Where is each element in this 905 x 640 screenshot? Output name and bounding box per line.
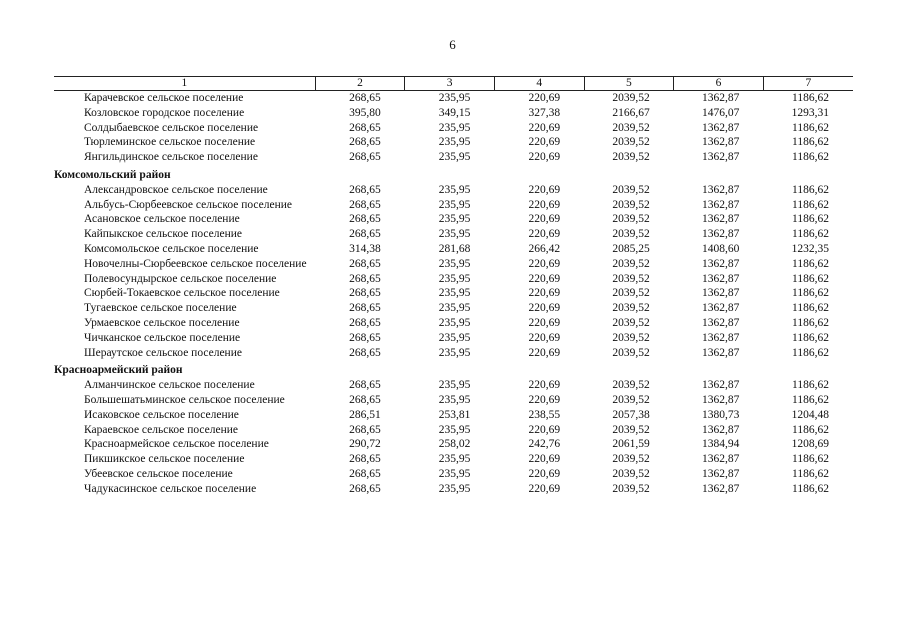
table-row	[54, 121, 853, 136]
value-cell-col-5: 2039,52	[612, 121, 650, 134]
page-number: 6	[449, 37, 456, 52]
settlement-name: Комсомольское сельское поселение	[84, 242, 259, 255]
value-cell-col-6: 1362,87	[701, 316, 740, 329]
value-cell-col-3: 281,68	[438, 242, 471, 255]
column-header-6: 6	[674, 77, 764, 91]
settlement-name: Александровское сельское поселение	[84, 183, 268, 196]
settlement-name: Тугаевское сельское поселение	[84, 302, 237, 315]
value-cell-col-3: 235,95	[438, 121, 471, 134]
value-cell-col-2: 268,65	[349, 151, 381, 164]
table-row	[54, 437, 853, 452]
value-cell-col-2: 268,65	[349, 316, 381, 329]
value-cell-col-5: 2039,52	[612, 228, 650, 241]
value-cell-col-2: 268,65	[349, 453, 381, 466]
settlement-name: Шераутское сельское поселение	[84, 346, 242, 359]
value-cell-col-7: 1186,62	[792, 228, 829, 241]
table-row	[54, 286, 853, 301]
value-cell-col-4: 220,69	[528, 287, 561, 300]
table-row	[54, 301, 853, 316]
value-cell-col-2: 268,65	[349, 136, 381, 149]
value-cell-col-5: 2039,52	[612, 257, 650, 270]
value-cell-col-7: 1186,62	[792, 198, 829, 211]
value-cell-col-5: 2039,52	[612, 423, 650, 436]
value-cell-col-7: 1186,62	[792, 92, 829, 104]
value-cell-col-7: 1186,62	[792, 287, 829, 300]
settlement-name: Янгильдинское сельское поселение	[84, 151, 258, 164]
value-cell-col-4: 266,42	[528, 242, 561, 255]
value-cell-col-4: 220,69	[528, 346, 561, 359]
district-row	[54, 363, 853, 378]
settlement-name: Карачевское сельское поселение	[84, 92, 244, 104]
value-cell-col-5: 2166,67	[612, 106, 650, 119]
value-cell-col-7: 1293,31	[791, 106, 829, 119]
column-header-1: 1	[54, 77, 315, 91]
value-cell-col-3: 235,95	[438, 316, 471, 329]
value-cell-col-6: 1362,87	[701, 121, 740, 134]
value-cell-col-4: 220,69	[528, 151, 561, 164]
column-header-5: 5	[584, 77, 674, 91]
value-cell-col-7: 1232,35	[791, 242, 829, 255]
value-cell-col-2: 268,65	[349, 272, 381, 285]
value-cell-col-5: 2039,52	[612, 183, 650, 196]
value-cell-col-5: 2039,52	[612, 482, 650, 495]
column-number-row	[54, 77, 853, 91]
settlement-name: Альбусь-Сюрбеевское сельское поселение	[84, 198, 292, 211]
value-cell-col-2: 268,65	[349, 183, 381, 196]
value-cell-col-7: 1208,69	[791, 438, 829, 451]
table-row	[54, 393, 853, 408]
settlement-name: Тюрлеминское сельское поселение	[84, 136, 256, 149]
value-cell-col-7: 1204,48	[791, 408, 829, 421]
value-cell-col-4: 220,69	[528, 257, 561, 270]
value-cell-col-5: 2039,52	[612, 272, 650, 285]
value-cell-col-4: 220,69	[528, 302, 561, 315]
value-cell-col-4: 220,69	[528, 379, 561, 392]
table-header	[54, 77, 853, 91]
value-cell-col-7: 1186,62	[792, 453, 829, 466]
table-row	[54, 423, 853, 438]
value-cell-col-2: 268,65	[349, 379, 381, 392]
value-cell-col-6: 1362,87	[701, 423, 740, 436]
settlement-name: Исаковское сельское поселение	[84, 408, 239, 421]
value-cell-col-2: 268,65	[349, 467, 381, 480]
value-cell-col-7: 1186,62	[792, 151, 829, 164]
district-title: Комсомольский район	[54, 168, 171, 181]
value-cell-col-4: 220,69	[528, 136, 561, 149]
value-cell-col-6: 1362,87	[701, 379, 740, 392]
value-cell-col-3: 235,95	[438, 272, 471, 285]
settlement-name: Урмаевское сельское поселение	[84, 316, 240, 329]
value-cell-col-4: 220,69	[528, 331, 561, 344]
value-cell-col-5: 2039,52	[612, 287, 650, 300]
column-header-3: 3	[405, 77, 495, 91]
settlement-name: Караевское сельское поселение	[84, 423, 239, 436]
value-cell-col-3: 235,95	[438, 92, 471, 104]
value-cell-col-3: 235,95	[438, 467, 471, 480]
value-cell-col-4: 220,69	[528, 272, 561, 285]
settlement-name: Большешатьминское сельское поселение	[84, 393, 285, 406]
settlement-name: Кайпыкское сельское поселение	[84, 228, 243, 241]
table-row	[54, 331, 853, 346]
value-cell-col-7: 1186,62	[792, 423, 829, 436]
value-cell-col-2: 268,65	[349, 92, 381, 104]
value-cell-col-3: 235,95	[438, 151, 471, 164]
value-cell-col-7: 1186,62	[792, 482, 829, 495]
value-cell-col-5: 2039,52	[612, 213, 650, 226]
value-cell-col-6: 1384,94	[701, 438, 740, 451]
table-row	[54, 316, 853, 331]
table-row	[54, 467, 853, 482]
value-cell-col-3: 258,02	[438, 438, 471, 451]
value-cell-col-5: 2039,52	[612, 302, 650, 315]
table-row	[54, 150, 853, 165]
tariff-table	[54, 76, 853, 497]
settlement-name: Алманчинское сельское поселение	[84, 379, 255, 392]
value-cell-col-6: 1362,87	[701, 257, 740, 270]
table-row	[54, 272, 853, 287]
table-row	[54, 346, 853, 361]
value-cell-col-2: 395,80	[349, 106, 381, 119]
value-cell-col-4: 220,69	[528, 393, 561, 406]
value-cell-col-3: 235,95	[438, 213, 471, 226]
table-row	[54, 452, 853, 467]
value-cell-col-6: 1362,87	[701, 302, 740, 315]
value-cell-col-2: 268,65	[349, 228, 381, 241]
table-row	[54, 227, 853, 242]
value-cell-col-4: 220,69	[528, 228, 561, 241]
value-cell-col-6: 1362,87	[701, 272, 740, 285]
table-row	[54, 482, 853, 497]
value-cell-col-2: 314,38	[349, 242, 381, 255]
settlement-name: Убеевское сельское поселение	[84, 467, 233, 480]
value-cell-col-3: 235,95	[438, 423, 471, 436]
value-cell-col-3: 235,95	[438, 302, 471, 315]
value-cell-col-6: 1476,07	[701, 106, 740, 119]
value-cell-col-7: 1186,62	[792, 213, 829, 226]
value-cell-col-4: 220,69	[528, 198, 561, 211]
value-cell-col-3: 235,95	[438, 136, 471, 149]
value-cell-col-3: 235,95	[438, 228, 471, 241]
table-row	[54, 408, 853, 423]
value-cell-col-5: 2039,52	[612, 151, 650, 164]
value-cell-col-6: 1362,87	[701, 467, 740, 480]
settlement-name: Чичканское сельское поселение	[84, 331, 241, 344]
table-row	[54, 378, 853, 393]
value-cell-col-5: 2039,52	[612, 331, 650, 344]
value-cell-col-5: 2085,25	[612, 242, 650, 255]
settlement-name: Красноармейское сельское поселение	[84, 438, 269, 451]
value-cell-col-5: 2057,38	[612, 408, 650, 421]
value-cell-col-6: 1362,87	[701, 183, 740, 196]
value-cell-col-5: 2039,52	[612, 467, 650, 480]
value-cell-col-3: 235,95	[438, 331, 471, 344]
value-cell-col-5: 2039,52	[612, 379, 650, 392]
value-cell-col-4: 327,38	[528, 106, 561, 119]
value-cell-col-3: 235,95	[438, 346, 471, 359]
value-cell-col-2: 268,65	[349, 423, 381, 436]
value-cell-col-4: 220,69	[528, 121, 561, 134]
settlement-name: Сюрбей-Токаевское сельское поселение	[84, 287, 280, 300]
value-cell-col-4: 220,69	[528, 92, 561, 104]
value-cell-col-2: 268,65	[349, 302, 381, 315]
value-cell-col-3: 235,95	[438, 198, 471, 211]
value-cell-col-3: 235,95	[438, 453, 471, 466]
value-cell-col-7: 1186,62	[792, 331, 829, 344]
value-cell-col-3: 235,95	[438, 287, 471, 300]
value-cell-col-2: 268,65	[349, 257, 381, 270]
value-cell-col-2: 268,65	[349, 331, 381, 344]
table-row	[54, 106, 853, 121]
value-cell-col-6: 1362,87	[701, 287, 740, 300]
value-cell-col-7: 1186,62	[792, 379, 829, 392]
value-cell-col-2: 268,65	[349, 213, 381, 226]
value-cell-col-3: 349,15	[438, 106, 471, 119]
value-cell-col-3: 235,95	[438, 379, 471, 392]
value-cell-col-3: 235,95	[438, 482, 471, 495]
value-cell-col-3: 253,81	[438, 408, 471, 421]
column-header-4: 4	[494, 77, 584, 91]
value-cell-col-6: 1380,73	[701, 408, 740, 421]
table-row	[54, 257, 853, 272]
value-cell-col-2: 268,65	[349, 482, 381, 495]
value-cell-col-2: 268,65	[349, 198, 381, 211]
value-cell-col-2: 268,65	[349, 393, 381, 406]
value-cell-col-4: 242,76	[528, 438, 561, 451]
value-cell-col-4: 220,69	[528, 213, 561, 226]
settlement-name: Солдыбаевское сельское поселение	[84, 121, 259, 134]
value-cell-col-4: 220,69	[528, 183, 561, 196]
value-cell-col-4: 220,69	[528, 423, 561, 436]
district-title: Красноармейский район	[54, 364, 183, 377]
district-row	[54, 168, 853, 183]
value-cell-col-6: 1362,87	[701, 453, 740, 466]
value-cell-col-5: 2039,52	[612, 198, 650, 211]
value-cell-col-3: 235,95	[438, 257, 471, 270]
settlement-name: Новочелны-Сюрбеевское сельское поселение	[84, 257, 307, 270]
table-row	[54, 212, 853, 227]
value-cell-col-6: 1362,87	[701, 136, 740, 149]
table-row	[54, 183, 853, 198]
value-cell-col-7: 1186,62	[792, 302, 829, 315]
value-cell-col-6: 1362,87	[701, 346, 740, 359]
column-header-2: 2	[315, 77, 405, 91]
value-cell-col-7: 1186,62	[792, 183, 829, 196]
value-cell-col-6: 1362,87	[701, 213, 740, 226]
value-cell-col-2: 286,51	[349, 408, 381, 421]
value-cell-col-6: 1408,60	[701, 242, 740, 255]
value-cell-col-5: 2039,52	[612, 92, 650, 104]
column-header-7: 7	[763, 77, 853, 91]
value-cell-col-7: 1186,62	[792, 346, 829, 359]
settlement-name: Полевосундырское сельское поселение	[84, 272, 277, 285]
value-cell-col-6: 1362,87	[701, 331, 740, 344]
value-cell-col-6: 1362,87	[701, 482, 740, 495]
value-cell-col-4: 220,69	[528, 453, 561, 466]
table-row	[54, 135, 853, 150]
value-cell-col-7: 1186,62	[792, 393, 829, 406]
value-cell-col-5: 2039,52	[612, 393, 650, 406]
value-cell-col-3: 235,95	[438, 393, 471, 406]
value-cell-col-7: 1186,62	[792, 121, 829, 134]
value-cell-col-4: 220,69	[528, 316, 561, 329]
value-cell-col-6: 1362,87	[701, 151, 740, 164]
value-cell-col-6: 1362,87	[701, 228, 740, 241]
value-cell-col-4: 220,69	[528, 467, 561, 480]
value-cell-col-5: 2061,59	[612, 438, 650, 451]
value-cell-col-2: 268,65	[349, 346, 381, 359]
value-cell-col-2: 268,65	[349, 287, 381, 300]
table-body	[54, 91, 853, 497]
settlement-name: Пикшикское сельское поселение	[84, 453, 245, 466]
table-row	[54, 198, 853, 213]
value-cell-col-7: 1186,62	[792, 316, 829, 329]
value-cell-col-5: 2039,52	[612, 346, 650, 359]
value-cell-col-2: 290,72	[349, 438, 381, 451]
value-cell-col-7: 1186,62	[792, 467, 829, 480]
value-cell-col-6: 1362,87	[701, 92, 740, 104]
value-cell-col-3: 235,95	[438, 183, 471, 196]
value-cell-col-6: 1362,87	[701, 393, 740, 406]
table-row	[54, 242, 853, 257]
value-cell-col-5: 2039,52	[612, 316, 650, 329]
value-cell-col-4: 238,55	[528, 408, 561, 421]
value-cell-col-2: 268,65	[349, 121, 381, 134]
value-cell-col-4: 220,69	[528, 482, 561, 495]
settlement-name: Козловское городское поселение	[84, 106, 245, 119]
value-cell-col-7: 1186,62	[792, 136, 829, 149]
value-cell-col-7: 1186,62	[792, 272, 829, 285]
settlement-name: Чадукасинское сельское поселение	[84, 482, 257, 495]
value-cell-col-5: 2039,52	[612, 453, 650, 466]
settlement-name: Асановское сельское поселение	[84, 213, 240, 226]
table-row	[54, 91, 853, 106]
value-cell-col-7: 1186,62	[792, 257, 829, 270]
value-cell-col-5: 2039,52	[612, 136, 650, 149]
value-cell-col-6: 1362,87	[701, 198, 740, 211]
